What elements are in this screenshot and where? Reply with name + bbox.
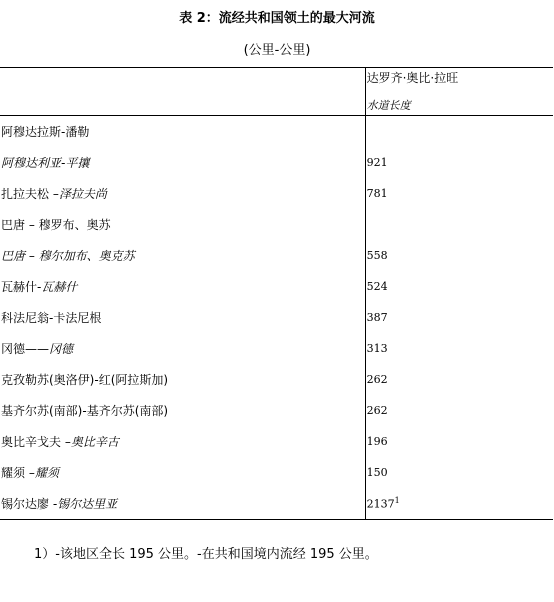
river-name-cell	[0, 178, 365, 209]
table-row	[0, 395, 553, 426]
river-name-alt: –奥比辛古	[64, 435, 119, 449]
table-row	[0, 178, 553, 209]
river-length-cell	[365, 395, 553, 426]
footnote-marker: 1	[394, 496, 400, 506]
table-row	[0, 240, 553, 271]
river-length: 524	[366, 280, 388, 293]
header-length-cell	[365, 68, 553, 116]
river-name: 克孜勒苏(奥洛伊)-红(阿拉斯加)	[1, 373, 169, 387]
river-name-cell	[0, 271, 365, 302]
header-name-cell	[0, 68, 365, 116]
river-length: 921	[366, 156, 388, 169]
river-length-cell	[365, 240, 553, 271]
river-name: 扎拉夫松	[1, 187, 53, 201]
river-name-alt: 冈德	[49, 342, 74, 356]
river-length-cell	[365, 333, 553, 364]
table-title: 表 2：流经共和国领土的最大河流	[179, 11, 375, 26]
rivers-table	[0, 67, 553, 520]
river-length: 2137	[366, 497, 395, 511]
river-length-cell	[365, 209, 553, 240]
river-length: 313	[366, 342, 388, 355]
river-name: 瓦赫什-	[1, 280, 42, 294]
river-length-cell	[365, 426, 553, 457]
table-row	[0, 302, 553, 333]
river-name: 基齐尔苏(南部)-基齐尔苏(南部)	[1, 404, 169, 418]
river-name-alt: 瓦赫什	[41, 280, 78, 294]
river-name-cell	[0, 488, 365, 520]
river-name-cell	[0, 209, 365, 240]
river-name-cell	[0, 426, 365, 457]
river-length-cell	[365, 364, 553, 395]
river-name-alt: –泽拉夫尚	[52, 187, 107, 201]
table-row	[0, 271, 553, 302]
river-name-cell	[0, 457, 365, 488]
table-header-row	[0, 68, 553, 116]
table-row	[0, 488, 553, 520]
river-name-cell	[0, 147, 365, 178]
river-length-cell	[365, 271, 553, 302]
table-row	[0, 364, 553, 395]
river-length: 262	[366, 373, 388, 386]
river-name: 冈德——	[1, 342, 50, 356]
river-length-cell	[365, 116, 553, 148]
header-line2: 水道长度	[366, 99, 411, 112]
river-name: 耀须	[1, 466, 29, 480]
river-length: 387	[366, 311, 388, 324]
river-length-cell	[365, 178, 553, 209]
header-line1: 达罗齐·奥比·拉旺	[366, 71, 459, 85]
river-name: 科法尼翁-卡法尼根	[1, 311, 102, 325]
river-length: 150	[366, 466, 388, 479]
river-length: 781	[366, 187, 388, 200]
river-length-cell	[365, 457, 553, 488]
river-name: 巴唐 – 穆尔加布、奥克苏	[1, 249, 135, 263]
river-length: 558	[366, 249, 388, 262]
river-name-cell	[0, 240, 365, 271]
river-name-cell	[0, 302, 365, 333]
river-name-cell	[0, 395, 365, 426]
footnote: 1）-该地区全长 195 公里。-在共和国境内流经 195 公里。	[34, 547, 378, 562]
river-name-cell	[0, 364, 365, 395]
table-row	[0, 457, 553, 488]
river-name: 巴唐 – 穆罗布、奥苏	[1, 218, 111, 232]
river-name-cell	[0, 333, 365, 364]
table-row	[0, 333, 553, 364]
river-length: 196	[366, 435, 388, 448]
river-length-cell	[365, 147, 553, 178]
river-length: 262	[366, 404, 388, 417]
river-name: 奥比辛戈夫	[1, 435, 65, 449]
table-row	[0, 116, 553, 148]
river-name: 锡尔达廖	[1, 497, 53, 511]
river-length-cell	[365, 488, 553, 520]
river-length-cell	[365, 302, 553, 333]
table-subtitle: (公里-公里)	[243, 43, 311, 58]
river-name-alt: –耀须	[28, 466, 59, 480]
river-name-cell	[0, 116, 365, 148]
river-name-alt: -锡尔达里亚	[52, 497, 118, 511]
river-name: 阿穆达拉斯-潘勒	[1, 125, 90, 139]
table-row	[0, 426, 553, 457]
table-row	[0, 147, 553, 178]
table-row	[0, 209, 553, 240]
river-name: 阿穆达利亚-平攘	[1, 156, 90, 170]
